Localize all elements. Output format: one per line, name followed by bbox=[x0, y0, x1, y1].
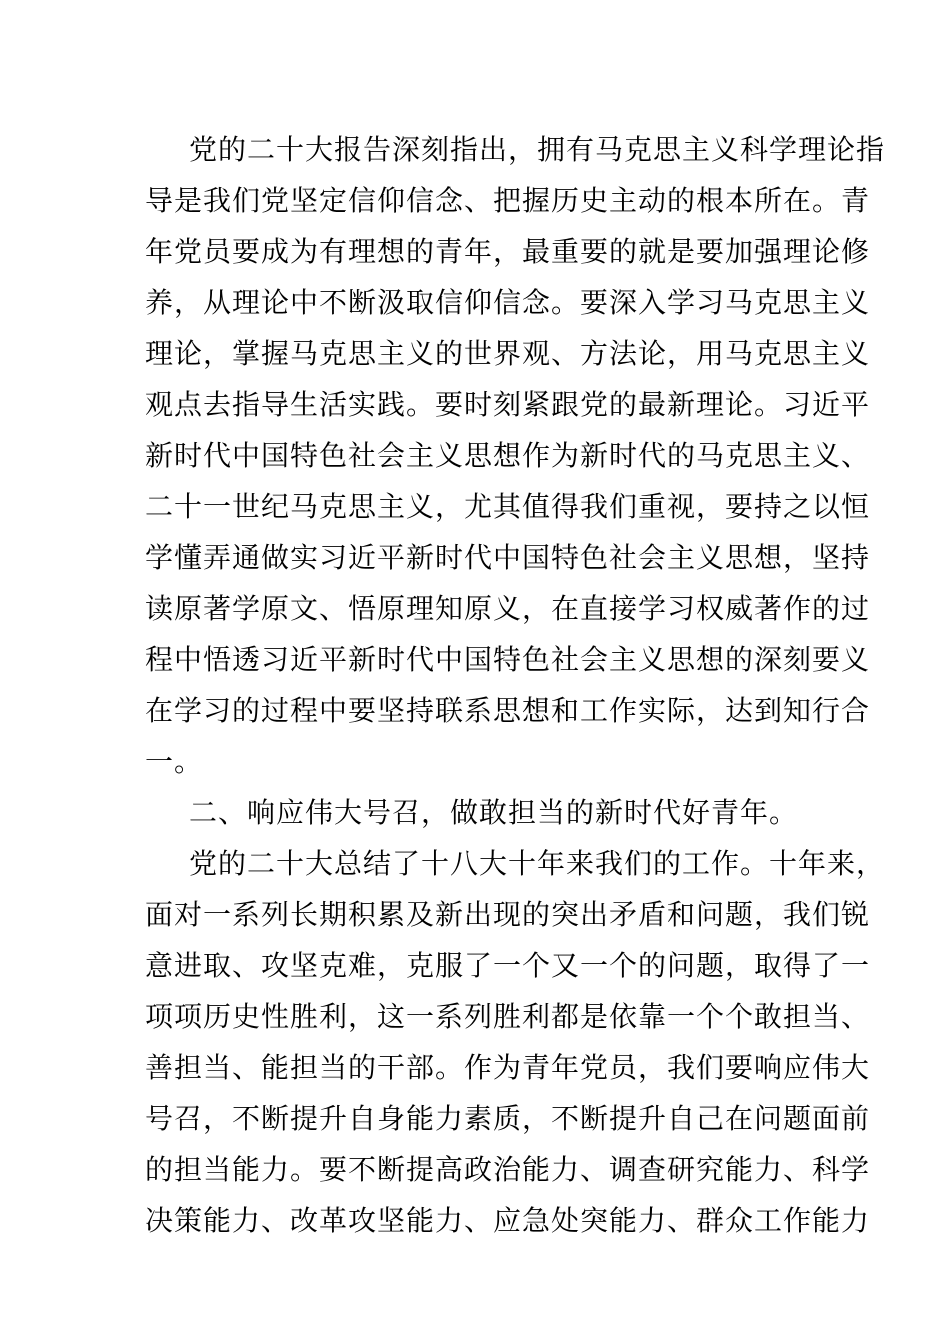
text-line-7: 新时代中国特色社会主义思想作为新时代的马克思主义、 bbox=[145, 439, 871, 472]
text-line-3: 年党员要成为有理想的青年，最重要的就是要加强理论修 bbox=[145, 235, 871, 268]
text-line-8: 二十一世纪马克思主义，尤其值得我们重视，要持之以恒 bbox=[145, 490, 871, 523]
text-line-2: 导是我们党坚定信仰信念、把握历史主动的根本所在。青 bbox=[145, 184, 871, 217]
text-line-9: 学懂弄通做实习近平新时代中国特色社会主义思想，坚持 bbox=[145, 541, 871, 574]
text-line-4: 养，从理论中不断汲取信仰信念。要深入学习马克思主义 bbox=[145, 286, 871, 319]
text-line-16: 面对一系列长期积累及新出现的突出矛盾和问题，我们锐 bbox=[145, 898, 871, 931]
section-heading: 二、响应伟大号召，做敢担当的新时代好青年。 bbox=[189, 796, 799, 829]
text-line-22: 决策能力、改革攻坚能力、应急处突能力、群众工作能力 bbox=[145, 1204, 871, 1237]
text-line-19: 善担当、能担当的干部。作为青年党员，我们要响应伟大 bbox=[145, 1051, 871, 1084]
text-line-5: 理论，掌握马克思主义的世界观、方法论，用马克思主义 bbox=[145, 337, 871, 370]
text-line-10: 读原著学原文、悟原理知原义，在直接学习权威著作的过 bbox=[145, 592, 871, 625]
text-line-21: 的担当能力。要不断提高政治能力、调查研究能力、科学 bbox=[145, 1153, 871, 1186]
text-line-18: 项项历史性胜利，这一系列胜利都是依靠一个个敢担当、 bbox=[145, 1000, 871, 1033]
text-line-15: 党的二十大总结了十八大十年来我们的工作。十年来， bbox=[189, 847, 886, 880]
text-line-11: 程中悟透习近平新时代中国特色社会主义思想的深刻要义 bbox=[145, 643, 871, 676]
text-line-1: 党的二十大报告深刻指出，拥有马克思主义科学理论指 bbox=[189, 133, 886, 166]
text-line-6: 观点去指导生活实践。要时刻紧跟党的最新理论。习近平 bbox=[145, 388, 871, 421]
text-line-13: 一。 bbox=[145, 745, 204, 778]
text-line-17: 意进取、攻坚克难，克服了一个又一个的问题，取得了一 bbox=[145, 949, 871, 982]
text-line-12: 在学习的过程中要坚持联系思想和工作实际，达到知行合 bbox=[145, 694, 871, 727]
text-line-20: 号召，不断提升自身能力素质，不断提升自己在问题面前 bbox=[145, 1102, 871, 1135]
